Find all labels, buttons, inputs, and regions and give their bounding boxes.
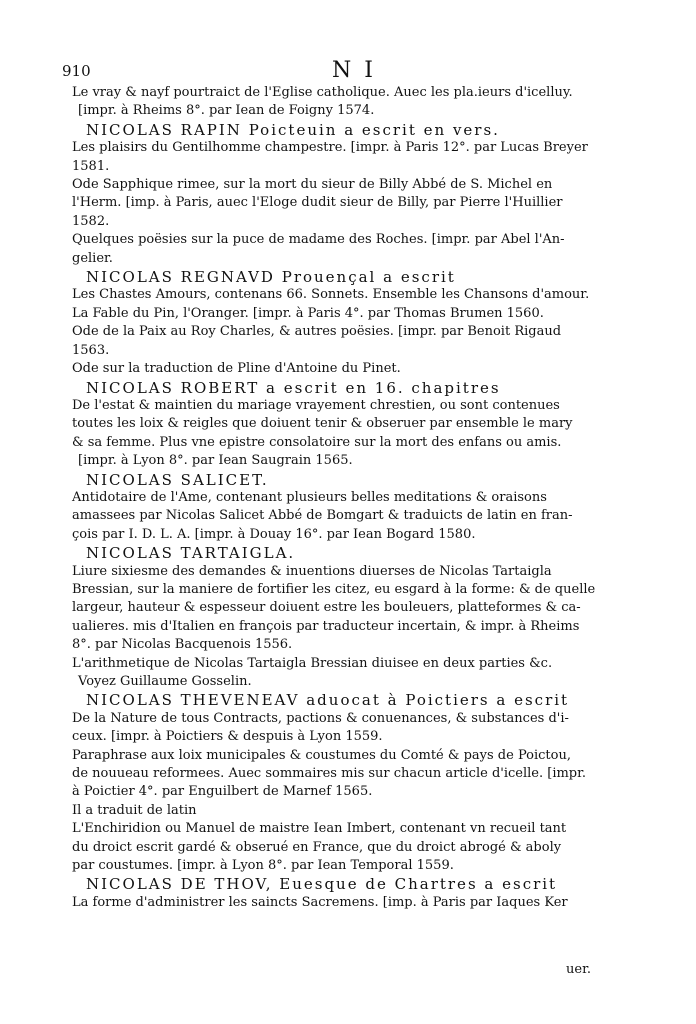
catchword: uer. bbox=[566, 962, 591, 977]
text-line: largeur, hauteur & espesseur doiuent estre les bouleuers, platteformes & ca- bbox=[72, 600, 581, 616]
text-line: Ode Sapphique rimee, sur la mort du sieur de Billy Abbé de S. Michel en bbox=[72, 177, 553, 193]
text-line: ualieres. mis d'Italien en françois par traducteur incertain, & impr. à Rheims bbox=[72, 618, 580, 634]
text-line: amassees par Nicolas Salicet Abbé de Bomgart & traduicts de latin en fran- bbox=[72, 508, 573, 524]
text-line: 1563. bbox=[72, 342, 110, 358]
text-line: 1581. bbox=[72, 158, 110, 174]
text-line: Ode de la Paix au Roy Charles, & autres poësies. [impr. par Benoit Rigaud bbox=[72, 324, 562, 340]
text-line: çois par I. D. L. A. [impr. à Douay 16°. par Iean Bogard 1580. bbox=[72, 526, 476, 542]
text-line: de nouueau reformees. Auec sommaires mis sur chacun article d'icelle. [impr. bbox=[72, 766, 587, 782]
author-heading: NICOLAS REGNAVD Prouençal a escrit bbox=[86, 268, 456, 287]
author-heading: NICOLAS RAPIN Poicteuin a escrit en vers. bbox=[86, 120, 500, 139]
page-header bbox=[62, 58, 622, 84]
text-line: à Poictier 4°. par Enguilbert de Marnef 1565. bbox=[72, 784, 373, 800]
author-heading: NICOLAS DE THOV, Euesque de Chartres a escrit bbox=[86, 875, 558, 894]
text-line: Le vray & nayf pourtraict de l'Eglise catholique. Auec les pla.ieurs d'icelluy. bbox=[72, 85, 573, 100]
author-heading: NICOLAS SALICET. bbox=[86, 470, 269, 489]
text-line: Les plaisirs du Gentilhomme champestre. [impr. à Paris 12°. par Lucas Breyer bbox=[72, 140, 588, 156]
text-line: L'arithmetique de Nicolas Tartaigla Bressian diuisee en deux parties &c. bbox=[72, 655, 553, 671]
text-line: La forme d'administrer les saincts Sacremens. [imp. à Paris par Iaques Ker bbox=[72, 894, 568, 910]
text-line: gelier. bbox=[72, 250, 113, 266]
running-title: N I bbox=[332, 58, 376, 83]
text-line: toutes les loix & reigles que doiuent tenir & obseruer par ensemble le mary bbox=[72, 416, 573, 432]
text-line: l'Herm. [imp. à Paris, auec l'Eloge dudit sieur de Billy, par Pierre l'Huillier bbox=[72, 195, 563, 211]
text-line: Il a traduit de latin bbox=[72, 802, 197, 818]
text-line: [impr. à Rheims 8°. par Iean de Foigny 1574. bbox=[78, 103, 375, 119]
text-line: Quelques poësies sur la puce de madame des Roches. [impr. par Abel l'An- bbox=[72, 232, 565, 248]
text-line: De l'estat & maintien du mariage vrayement chrestien, ou sont contenues bbox=[72, 397, 560, 413]
text-line: Les Chastes Amours, contenans 66. Sonnets. Ensemble les Chansons d'amour. bbox=[72, 287, 590, 303]
text-line: Liure sixiesme des demandes & inuentions diuerses de Nicolas Tartaigla bbox=[72, 563, 552, 579]
text-block bbox=[72, 84, 612, 912]
text-line: par coustumes. [impr. à Lyon 8°. par Iean Temporal 1559. bbox=[72, 858, 454, 874]
text-line: Bressian, sur la maniere de fortifier les citez, eu esgard à la forme: & de quelle bbox=[72, 581, 596, 597]
author-heading: NICOLAS THEVENEAV aduocat à Poictiers a escrit bbox=[86, 691, 570, 710]
text-line: ceux. [impr. à Poictiers & despuis à Lyon 1559. bbox=[72, 729, 383, 745]
page-number: 910 bbox=[62, 62, 91, 80]
author-heading: NICOLAS ROBERT a escrit en 16. chapitres bbox=[86, 378, 501, 397]
text-line: Voyez Guillaume Gosselin. bbox=[78, 674, 252, 689]
text-line: La Fable du Pin, l'Oranger. [impr. à Paris 4°. par Thomas Brumen 1560. bbox=[72, 305, 544, 321]
text-line: Paraphrase aux loix municipales & coustumes du Comté & pays de Poictou, bbox=[72, 747, 571, 763]
text-line: L'Enchiridion ou Manuel de maistre Iean Imbert, contenant vn recueil tant bbox=[72, 821, 567, 837]
text-line: du droict escrit gardé & obserué en France, que du droict abrogé & aboly bbox=[72, 839, 562, 855]
text-line: De la Nature de tous Contracts, pactions & conuenances, & substances d'i- bbox=[72, 710, 569, 726]
text-line: Antidotaire de l'Ame, contenant plusieurs belles meditations & oraisons bbox=[72, 489, 547, 505]
text-line: 1582. bbox=[72, 213, 110, 229]
text-line: [impr. à Lyon 8°. par Iean Saugrain 1565. bbox=[78, 453, 353, 469]
text-line: 8°. par Nicolas Bacquenois 1556. bbox=[72, 637, 293, 653]
author-heading: NICOLAS TARTAIGLA. bbox=[86, 544, 296, 563]
text-line: & sa femme. Plus vne epistre consolatoire sur la mort des enfans ou amis. bbox=[72, 434, 562, 450]
text-line: Ode sur la traduction de Pline d'Antoine du Pinet. bbox=[72, 361, 401, 377]
